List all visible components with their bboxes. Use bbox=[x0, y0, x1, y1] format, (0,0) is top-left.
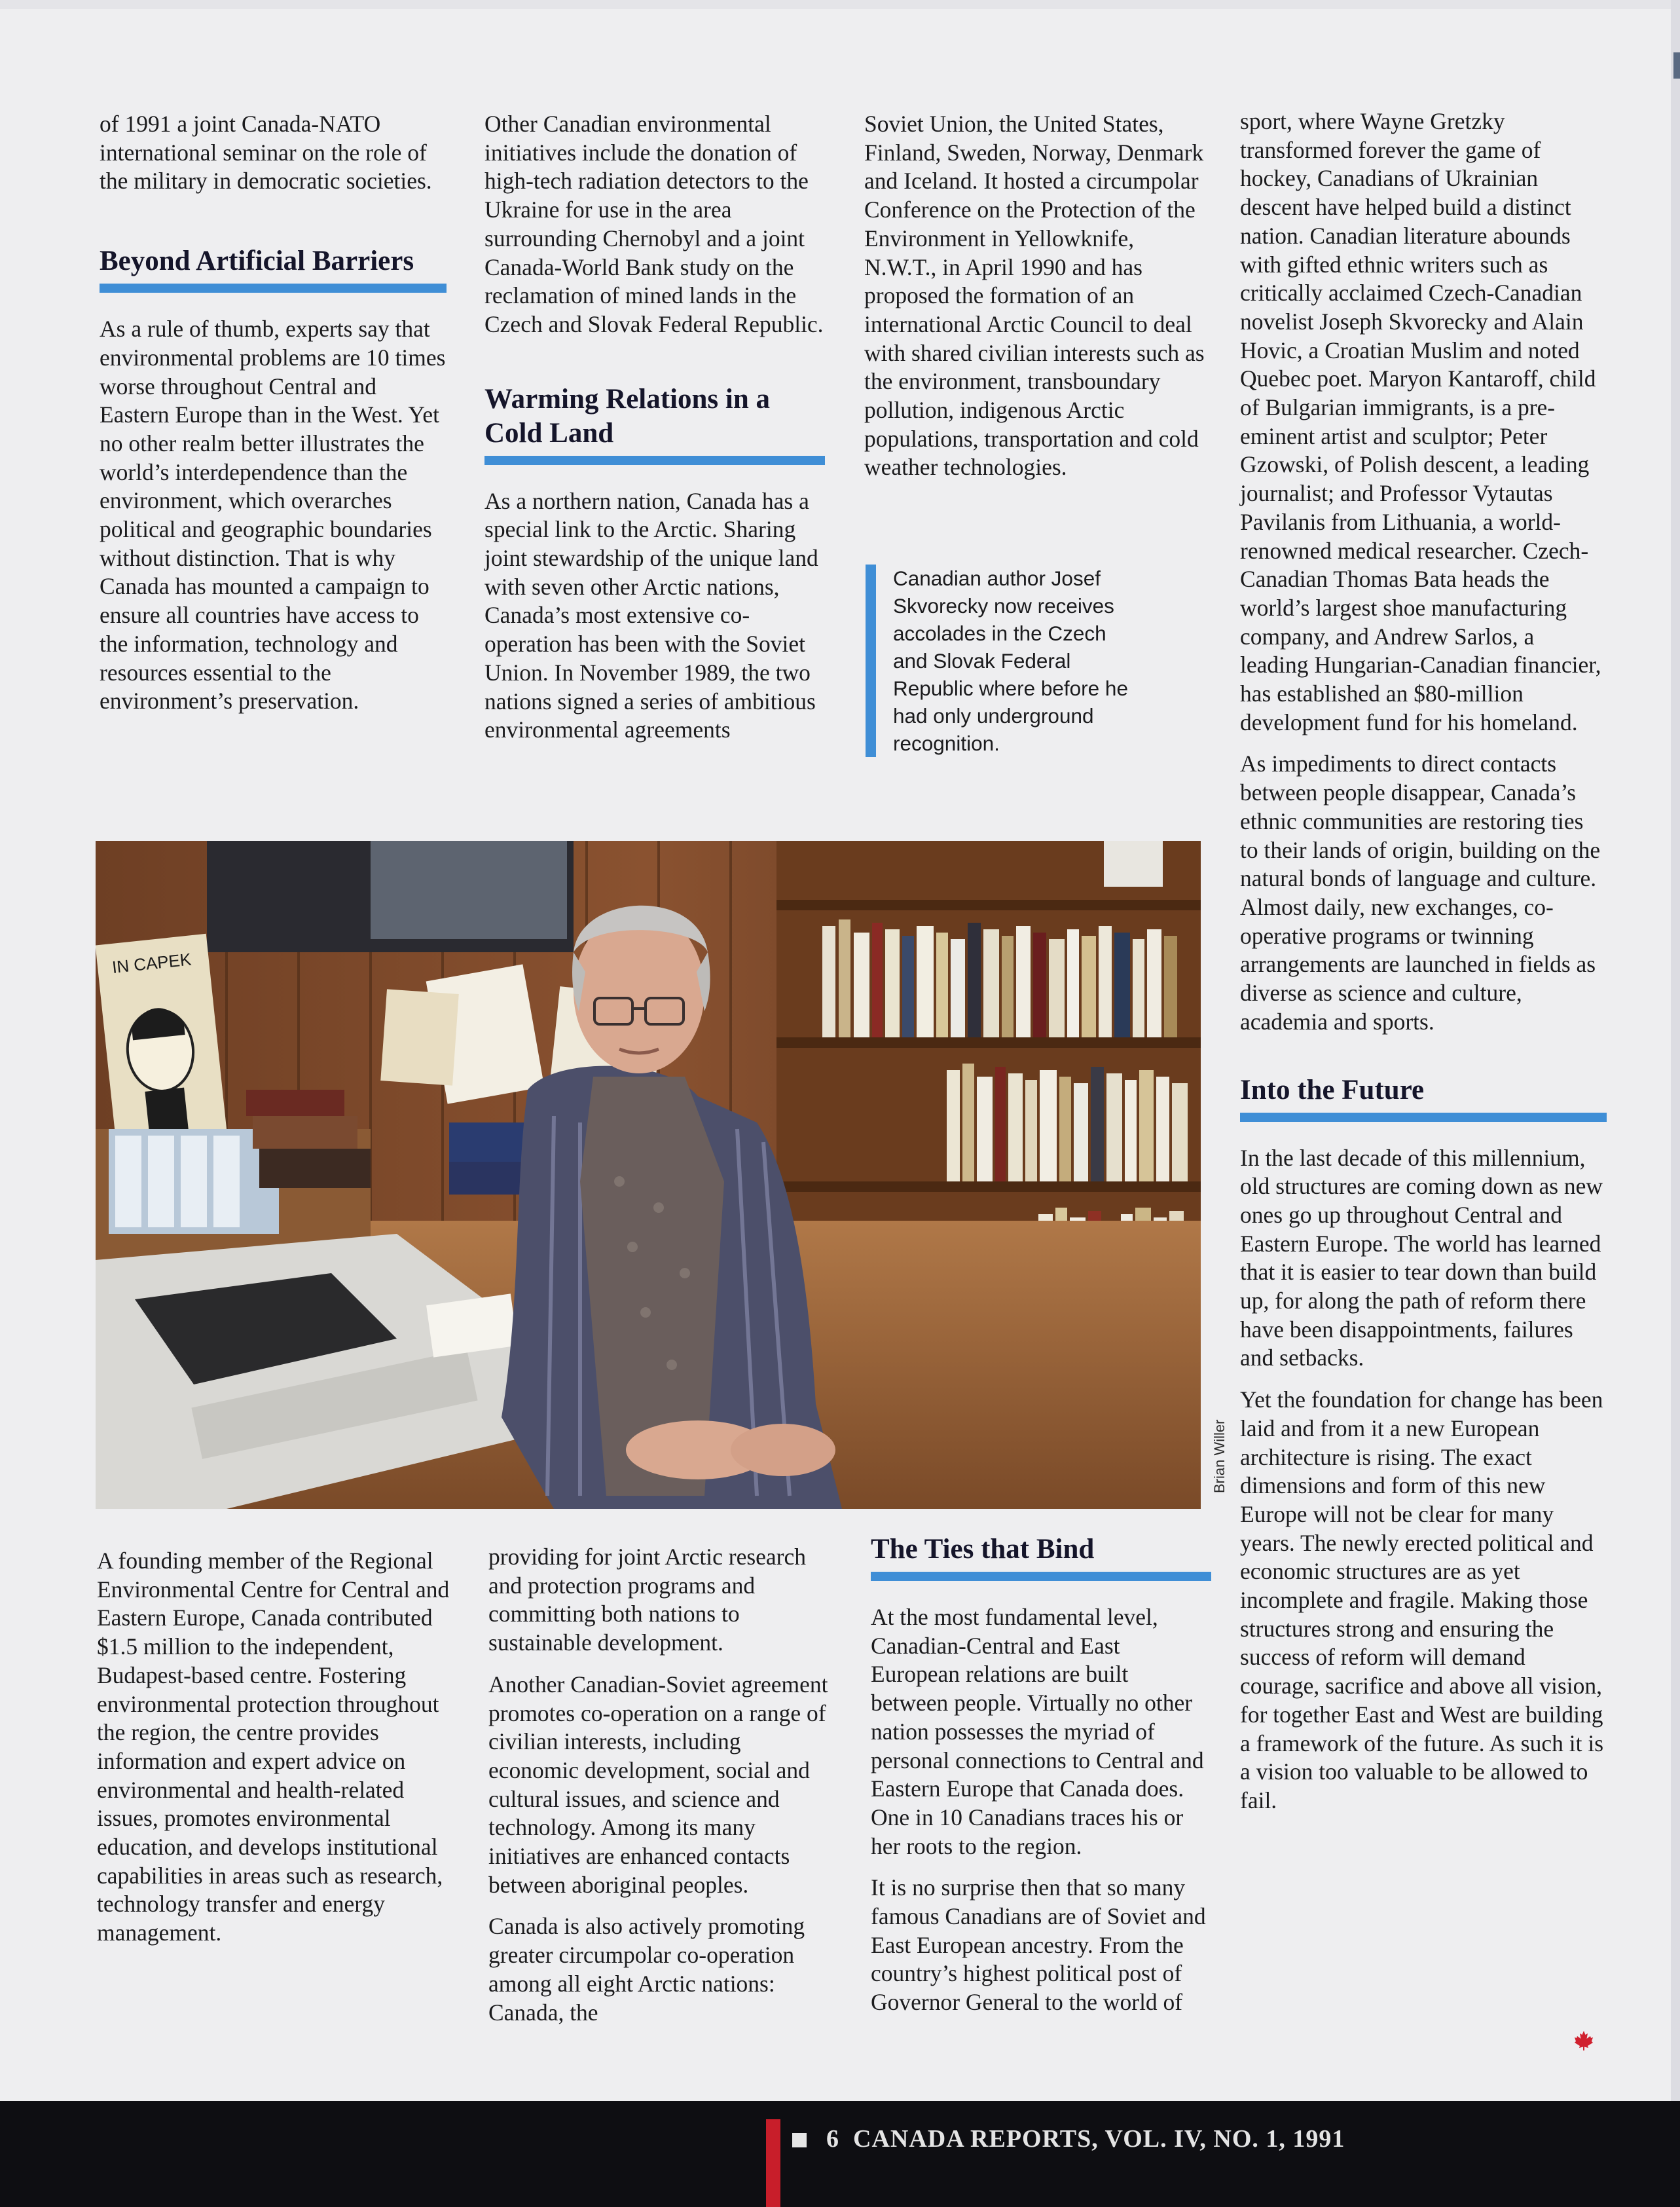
column-1-bottom bbox=[97, 1547, 450, 1961]
article-paragraph: In the last decade of this millennium, old structures are coming down as new ones go up throughout Central and Eastern Europe. The world has learned that it is easier to tear down than build up, for along the path of reform there have been disappointments, failures and setbacks. bbox=[1240, 1144, 1603, 1371]
page-top-edge bbox=[0, 0, 1680, 9]
section-heading-beyond-artificial-barriers: Beyond Artificial Barriers bbox=[100, 246, 414, 277]
section-heading-ties-that-bind: The Ties that Bind bbox=[871, 1534, 1095, 1565]
column-1-top bbox=[100, 110, 447, 729]
heading-underline-bar bbox=[100, 284, 447, 293]
footer-square-bullet bbox=[792, 2133, 807, 2147]
article-paragraph: As a rule of thumb, experts say that environmental problems are 10 times worse throughout Central and Eastern Europe than in the West. Yet no other realm better illustrates the world’s interdependence than the environment, which overarches political and geographic boundaries without distinction. That is why Canada has mounted a campaign to ensure all countries have access to the information, technology and resources essential to the environment’s preservation. bbox=[100, 316, 446, 714]
footer-publication-line bbox=[826, 2124, 1345, 2153]
article-paragraph: Another Canadian-Soviet agreement promotes co-operation on a range of civilian interests, including economic development, social and cultural issues, and science and technology. Among its many initiatives are enhanced contacts between aboriginal peoples. bbox=[488, 1671, 828, 1898]
column-3-bottom bbox=[871, 1532, 1211, 2030]
column-2-bottom bbox=[488, 1543, 829, 2040]
article-paragraph: It is no surprise then that so many famous Canadians are of Soviet and East European ancestry. From the country’s highest political post of Governor General to the world of bbox=[871, 1874, 1206, 2016]
article-paragraph: sport, where Wayne Gretzky transformed forever the game of hockey, Canadians of Ukrainian descent have helped build a distinct nation. Canadian literature abounds with gifted ethnic writers such as critically acclaimed Czech-Canadian novelist Joseph Skvorecky and Alain Hovic, a Croatian Muslim and noted Quebec poet. Maryon Kantaroff, child of Bulgarian immigrants, is a pre-eminent artist and sculptor; Peter Gzowski, of Polish descent, a leading journalist; and Professor Vytautas Pavilanis from Lithuania, a world-renowned medical researcher. Czech-Canadian Thomas Bata heads the world’s largest shoe manufacturing company, and Andrew Sarlos, a leading Hungarian-Canadian financier, has established an $80-million development fund for his homeland. bbox=[1240, 108, 1601, 735]
page-right-edge bbox=[1671, 0, 1680, 2102]
page-edge-mark bbox=[1673, 52, 1680, 79]
article-paragraph: A founding member of the Regional Environmental Centre for Central and Eastern Europe, Canada contributed $1.5 million to the independent, Budapest-based centre. Fostering environmental protection throughout the region, the centre provides information and expert advice on environmental and health-related issues, promotes environmental education, and develops institutional capabilities in areas such as research, technology transfer and energy management. bbox=[97, 1548, 450, 1946]
page-footer bbox=[0, 2101, 1680, 2207]
maple-leaf-icon bbox=[1574, 2030, 1594, 2051]
article-paragraph: As a northern nation, Canada has a special link to the Arctic. Sharing joint stewardship of the unique land with seven other Arctic nations, Canada’s most extensive co-operation has been with the Soviet Union. In November 1989, the two nations signed a series of ambitious environmental agreements bbox=[484, 487, 818, 743]
article-paragraph: of 1991 a joint Canada-NATO international seminar on the role of the military in democratic societies. bbox=[100, 111, 432, 195]
article-paragraph: providing for joint Arctic research and protection programs and committing both nations to sustainable development. bbox=[488, 1544, 807, 1656]
footer-red-bar bbox=[766, 2119, 780, 2207]
page-number: 6 bbox=[826, 2125, 839, 2153]
heading-underline-bar bbox=[484, 456, 825, 465]
article-paragraph: Canada is also actively promoting greater circumpolar co-operation among all eight Arctic nations: Canada, the bbox=[488, 1913, 805, 2026]
pull-quote: Canadian author Josef Skvorecky now receives accolades in the Czech and Slovak Federal Republic where before he had only underground recognition. bbox=[866, 565, 1142, 757]
article-paragraph: Other Canadian environmental initiatives include the donation of high-tech radiation detectors to the Ukraine for use in the area surrounding Chernobyl and a joint Canada-World Bank study on the reclamation of mined lands in the Czech and Slovak Federal Republic. bbox=[484, 111, 824, 337]
poster-text: IN CAPEK bbox=[111, 949, 192, 977]
article-paragraph: Yet the foundation for change has been laid and from it a new European architecture is rising. The exact dimensions and form of this new Europe will not be clear for many years. The newly erected political and economic structures are as yet incomplete and fragile. Making those structures strong and ensuring the success of reform will demand courage, sacrifice and above all vision, for together East and West are building a framework of the future. As such it is a vision too valuable to be allowed to fail. bbox=[1240, 1386, 1604, 1813]
publication-title: CANADA REPORTS, VOL. IV, NO. 1, 1991 bbox=[853, 2125, 1345, 2153]
column-3-top bbox=[864, 110, 1205, 495]
article-paragraph: Soviet Union, the United States, Finland, Sweden, Norway, Denmark and Iceland. It hosted a circumpolar Conference on the Protection of the Environment in Yellowknife, N.W.T., in April 1990 and has proposed the formation of an international Arctic Council to deal with shared civilian interests such as the environment, transboundary pollution, indigenous Arctic populations, transportation and cold weather technologies. bbox=[864, 111, 1205, 481]
article-paragraph: At the most fundamental level, Canadian-Central and East European relations are built between people. Virtually no other nation possesses the myriad of personal connections to Central and Eastern Europe that Canada does. One in 10 Canadians traces his or her roots to the region. bbox=[871, 1604, 1204, 1859]
column-4 bbox=[1240, 107, 1607, 1828]
column-2-top bbox=[484, 110, 825, 758]
photo-josef-skvorecky-at-desk bbox=[96, 841, 1201, 1509]
section-heading-into-the-future: Into the Future bbox=[1240, 1074, 1425, 1105]
heading-underline-bar bbox=[871, 1572, 1211, 1581]
heading-underline-bar bbox=[1240, 1113, 1607, 1122]
photo-credit: Brian Willer bbox=[1211, 1419, 1228, 1493]
article-paragraph: As impediments to direct contacts between people disappear, Canada’s ethnic communities are restoring ties to their lands of origin, building on the natural bonds of language and culture. Almost daily, new exchanges, co-operative programs or twinning arrangements are launched in fields as diverse as science and culture, academia and sports. bbox=[1240, 751, 1601, 1035]
section-heading-warming-relations: Warming Relations in a Cold Land bbox=[484, 383, 771, 449]
